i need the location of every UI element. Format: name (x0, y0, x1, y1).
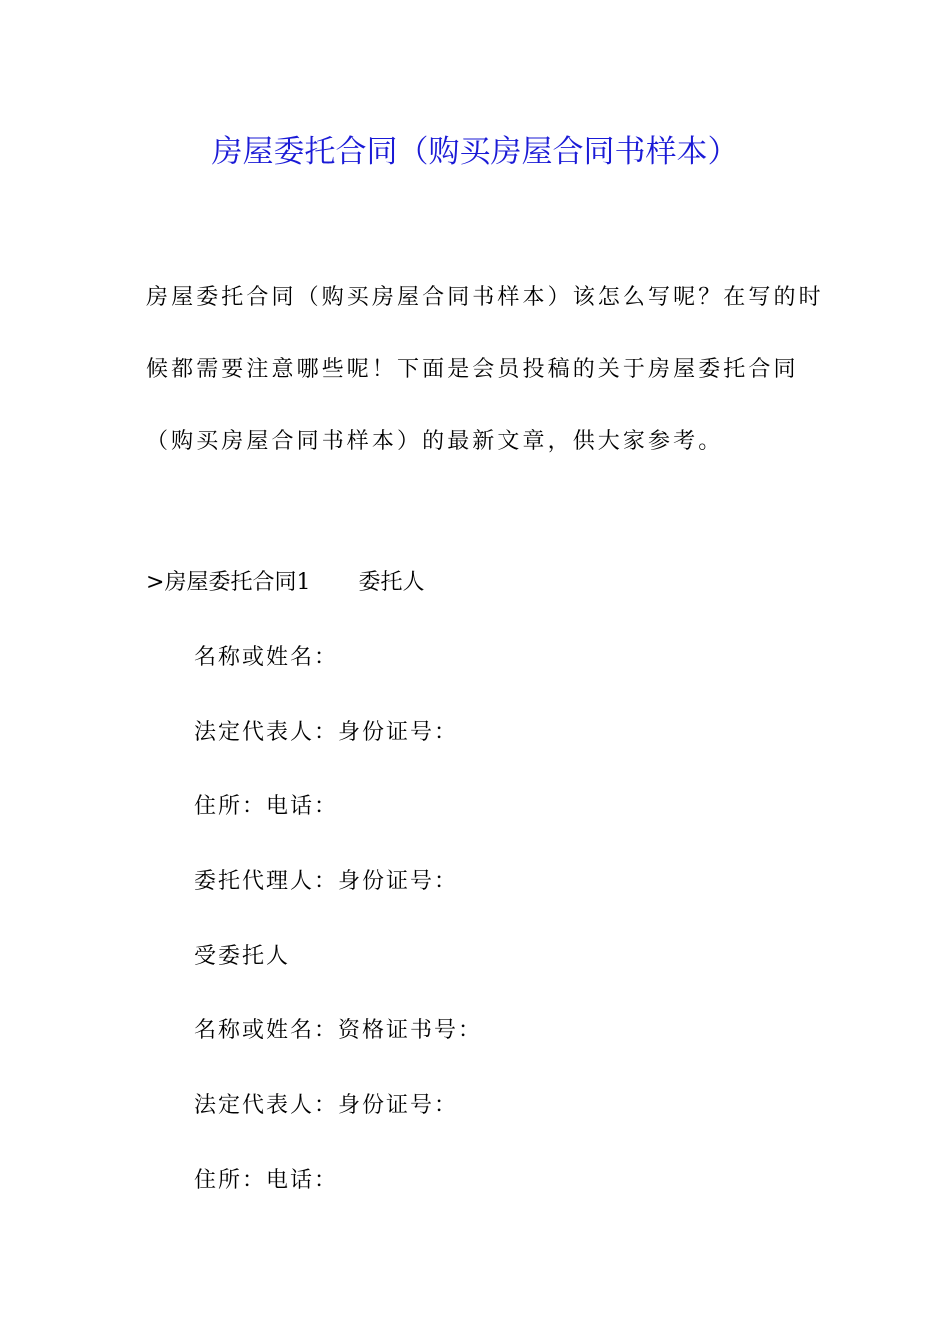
party-label-trustee: 受委托人 (194, 944, 291, 969)
intro-line: 候都需要注意哪些呢！下面是会员投稿的关于房屋委托合同 (146, 357, 799, 382)
document-title: 房屋委托合同（购买房屋合同书样本） (211, 134, 739, 170)
field-client-legal-rep: 法定代表人：身份证号： (194, 720, 459, 745)
field-trustee-address: 住所：电话： (194, 1168, 339, 1193)
intro-line: 房屋委托合同（购买房屋合同书样本）该怎么写呢？在写的时 (146, 285, 824, 310)
section-heading-row (146, 563, 424, 603)
field-client-address: 住所：电话： (194, 794, 339, 819)
field-client-name: 名称或姓名： (194, 645, 339, 670)
section-heading: 房屋委托合同1 (164, 570, 311, 595)
field-trustee-legal-rep: 法定代表人：身份证号： (194, 1093, 459, 1118)
field-trustee-name: 名称或姓名：资格证书号： (194, 1018, 483, 1043)
section-marker: > (146, 570, 165, 595)
intro-paragraph (146, 262, 824, 478)
intro-line: （购买房屋合同书样本）的最新文章，供大家参考。 (146, 429, 724, 454)
field-client-agent: 委托代理人：身份证号： (194, 869, 459, 894)
party-label-client: 委托人 (358, 570, 425, 595)
